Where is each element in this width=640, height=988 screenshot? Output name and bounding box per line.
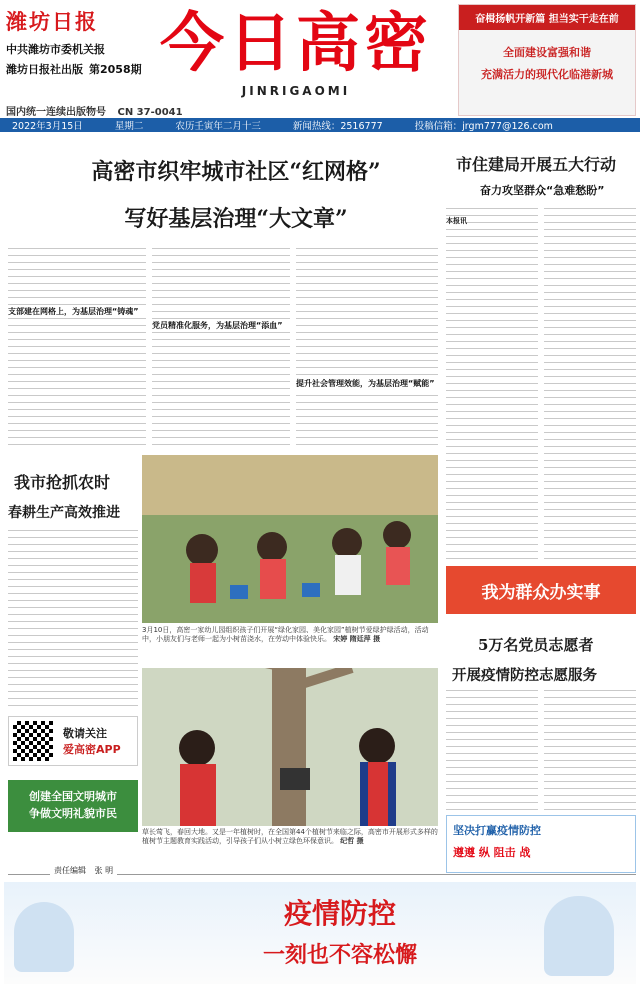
civil-banner-line-1: 创建全国文明城市: [29, 790, 117, 803]
issn-label: 国内统一连续出版物号: [6, 107, 106, 118]
photo-1-credit: 宋婷 隋廷萍 摄: [333, 635, 381, 643]
cn-number: CN 37-0041: [117, 107, 183, 118]
lead-body-col-2: [152, 248, 290, 448]
lead-headline-1: 高密市织牢城市社区“红网格”: [91, 159, 381, 185]
protective-suit-icon: [14, 902, 74, 972]
masthead-left: [6, 6, 142, 78]
bottom-banner-line-1: 疫情防控: [283, 897, 396, 930]
right-byline: 本报讯: [446, 217, 467, 225]
edition-row: [6, 62, 142, 78]
photo-2-caption: [142, 828, 438, 846]
epidemic-small-line-2: 遵遵 纵 阻击 战: [453, 846, 531, 859]
issn-row: [6, 103, 183, 118]
lead-headline-2: 写好基层治理“大文章”: [124, 206, 348, 232]
spring-headline-1: 我市抢抓农时: [14, 473, 111, 492]
volunteer-headline-1: 5万名党员志愿者: [478, 636, 594, 654]
lunar-date: 农历壬寅年二月十三: [175, 121, 261, 132]
photo-2-credit: 纪哲 摄: [340, 837, 364, 845]
lead-subhead-3: 提升社会管理效能，为基层治理“赋能”: [296, 378, 438, 389]
promo-top-line: 奋楫扬帆开新篇 担当实干走在前: [459, 5, 635, 30]
photo-1-caption: [142, 626, 438, 644]
app-promo-line-2: 爱高密APP: [63, 743, 121, 756]
masthead-title-block: [146, 4, 446, 98]
spring-headline-2: 春耕生产高效推进: [8, 505, 120, 521]
lead-body-col-3: [296, 248, 438, 448]
qr-code-icon: [13, 721, 53, 761]
news-hotline: 新闻热线：2516777: [292, 121, 383, 132]
civil-banner: [8, 780, 138, 832]
bottom-banner-line-2: 一刻也不容松懈: [262, 943, 417, 968]
app-promo: [8, 716, 138, 766]
spring-body: [8, 530, 138, 708]
right-headline: 市住建局开展五大行动: [456, 155, 617, 174]
volunteer-banner: 我为群众办实事: [446, 566, 636, 614]
promo-box: [458, 4, 636, 116]
issue: 第2058期: [89, 63, 142, 76]
edition: 潍坊日报社出版: [6, 63, 83, 76]
volunteer-body-col-2: [544, 690, 636, 810]
right-body-col-1: [446, 208, 538, 560]
lead-subhead-2: 党员精准化服务，为基层治理“添血”: [152, 320, 290, 331]
promo-line-3: 充满活力的现代化临港新城: [481, 68, 613, 81]
photo-kids-watering-art: [142, 455, 438, 623]
volunteer-headline-2: 开展疫情防控志愿服务: [452, 667, 597, 684]
dateline-bar: [0, 118, 640, 132]
editor-credit: [50, 865, 117, 876]
photo-kids-tree-art: [142, 668, 438, 826]
photo-kids-tree: [142, 668, 438, 826]
volunteer-body-col-1: [446, 690, 538, 810]
epidemic-small-box: [446, 815, 636, 873]
app-promo-line-1: 敬请关注: [63, 727, 107, 740]
epidemic-small-line-1: 坚决打赢疫情防控: [453, 824, 541, 837]
editor-label: 责任编辑: [54, 866, 86, 875]
photo-2-caption-text: 草长莺飞，春回大地。又是一年植树时，在全国第44个植树节来临之际，高密市开展形式多样的植树节主题教育实践活动，引导孩子们从小树立绿色环保意识。: [142, 828, 438, 845]
right-subhead: 奋力攻坚群众“急难愁盼”: [480, 184, 605, 197]
promo-line-2: 全面建设富强和谐: [503, 46, 591, 59]
publisher: 中共潍坊市委机关报: [6, 43, 105, 56]
paper-name: 潍坊日报: [6, 9, 98, 34]
civil-banner-line-2: 争做文明礼貌市民: [29, 807, 117, 820]
newspaper-title: 今日高密: [160, 6, 432, 81]
lead-subhead-1: 支部建在网格上，为基层治理“铸魂”: [8, 306, 146, 317]
photo-kids-watering: [142, 455, 438, 623]
photo-1-caption-text: 3月10日，高密一家幼儿园组织孩子们开展“绿化家园、美化家园”植树节爱绿护绿活动，活动中，小朋友们与老师一起为小树苗浇水，在劳动中体验快乐。: [142, 626, 429, 643]
title-pinyin: JINRIGAOMI: [241, 84, 351, 98]
issue-date: 2022年3月15日: [12, 121, 83, 132]
lead-body-col-1: [8, 248, 146, 448]
weekday: 星期二: [114, 121, 144, 132]
right-body-col-2: [544, 208, 636, 560]
editor-name: 张 明: [94, 866, 114, 875]
submission-email: 投稿信箱：jrgm777@126.com: [414, 121, 553, 132]
bottom-epidemic-banner: [4, 882, 636, 984]
medical-worker-icon: [544, 896, 614, 976]
